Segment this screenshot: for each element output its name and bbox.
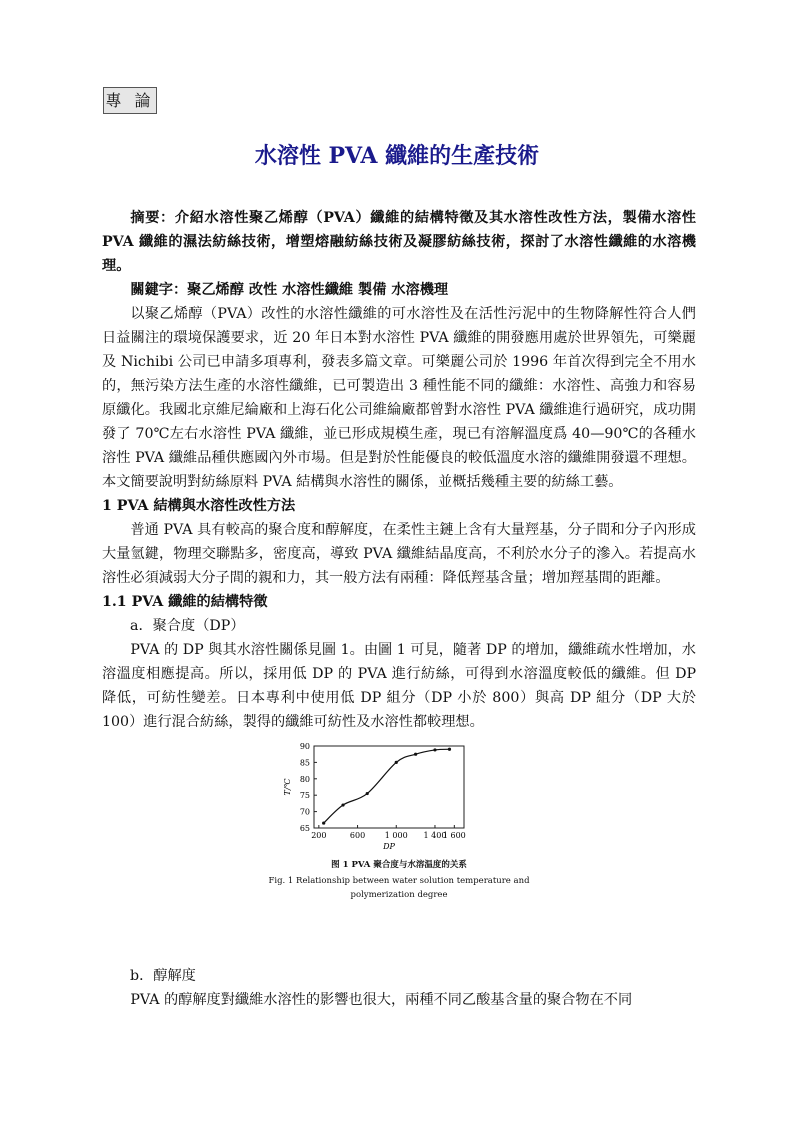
y-tick-label: 70 xyxy=(299,807,310,817)
data-point xyxy=(414,753,417,756)
y-tick-label: 85 xyxy=(299,758,310,768)
x-tick-label: 1 400 xyxy=(423,831,447,840)
data-point xyxy=(366,792,369,795)
x-axis-label: DP xyxy=(383,842,395,851)
item-b-paragraph: PVA 的醇解度對纖維水溶性的影響也很大，兩種不同乙酸基含量的聚合物在不同 xyxy=(130,992,633,1008)
y-tick-label: 75 xyxy=(299,791,310,801)
plot-frame xyxy=(314,746,464,828)
y-tick-label: 80 xyxy=(299,774,310,784)
y-tick-label: 65 xyxy=(299,824,310,833)
section-tag: 專 論 xyxy=(103,87,157,114)
keywords: 關鍵字：聚乙烯醇 改性 水溶性纖維 製備 水溶機理 xyxy=(130,282,449,298)
figure-caption-en-1: Fig. 1 Relationship between water solution temperature and xyxy=(268,876,530,886)
section-1-paragraph: 普通 PVA 具有較高的聚合度和醇解度，在柔性主鏈上含有大量羥基，分子間和分子內形成大量氫鍵，物理交聯點多，密度高，導致 PVA 纖維結晶度高，不利於水分子的滲入。若提高水溶性必須減弱大分子間的親和力，其一般方法有兩種：降低羥基含量；增加羥基間的距離。 xyxy=(102,522,696,586)
x-tick-label: 1 600 xyxy=(442,831,466,840)
y-tick-label: 90 xyxy=(299,742,310,751)
data-point xyxy=(322,821,325,824)
figure-1 xyxy=(102,740,696,930)
figure-caption-cn: 图 1 PVA 聚合度与水溶温度的关系 xyxy=(331,860,467,870)
figure-caption-en-2: polymerization degree xyxy=(350,890,448,900)
section-1-heading: 1 PVA 結構與水溶性改性方法 xyxy=(102,498,296,514)
y-axis-label: T/℃ xyxy=(283,778,292,796)
series-line xyxy=(324,749,450,823)
item-a-heading: a．聚合度（DP） xyxy=(130,618,245,634)
item-a-paragraph: PVA 的 DP 與其水溶性關係見圖 1。由圖 1 可見，隨著 DP 的增加，纖維疏水性增加，水溶溫度相應提高。所以，採用低 DP 的 PVA 進行紡絲，可得到水溶溫度較低的纖維。但 DP 降低，可紡性變差。日本專利中使用低 DP 組分（DP 小於 800）與高 DP 組分（DP 大於 100）進行混合紡絲，製得的纖維可紡性及水溶性都較理想。 xyxy=(102,642,696,730)
article-body xyxy=(102,206,696,1012)
data-point xyxy=(341,803,344,806)
x-tick-label: 1 000 xyxy=(384,831,408,840)
article-title: 水溶性 PVA 纖維的生產技術 xyxy=(254,143,540,169)
data-point xyxy=(448,748,451,751)
dp-temperature-chart xyxy=(272,740,522,858)
x-tick-label: 600 xyxy=(349,831,366,840)
intro-paragraph: 以聚乙烯醇（PVA）改性的水溶性纖維的可水溶性及在活性污泥中的生物降解性符合人們日益關注的環境保護要求，近 20 年日本對水溶性 PVA 纖維的開發應用處於世界領先，可樂麗及 Nichibi 公司已申請多項專利，發表多篇文章。可樂麗公司於 1996 年首次得到完全不用水的，無污染方法生產的水溶性纖維，已可製造出 3 種性能不同的纖維：水溶性、高強力和容易原纖化。我國北京維尼綸廠和上海石化公司維綸廠都曾對水溶性 PVA 纖維進行過研究，成功開發了 70℃左右水溶性 PVA 纖維，並已形成規模生產，現已有溶解溫度爲 40—90℃的各種水溶性 PVA 纖維品種供應國內外市場。但是對於性能優良的較低溫度水溶的纖維開發還不理想。本文簡要說明對紡絲原料 PVA 結構與水溶性的關係，並概括幾種主要的紡絲工藝。 xyxy=(102,306,696,490)
x-tick-label: 200 xyxy=(311,831,327,840)
abstract: 摘要：介紹水溶性聚乙烯醇（PVA）纖維的結構特徵及其水溶性改性方法，製備水溶性 PVA 纖維的濕法紡絲技術，增塑熔融紡絲技術及凝膠紡絲技術，探討了水溶性纖維的水溶機理。 xyxy=(102,210,696,274)
item-b-heading: b．醇解度 xyxy=(130,968,196,984)
data-point xyxy=(433,748,436,751)
data-point xyxy=(395,761,398,764)
section-1-1-heading: 1.1 PVA 纖維的結構特徵 xyxy=(102,594,268,610)
